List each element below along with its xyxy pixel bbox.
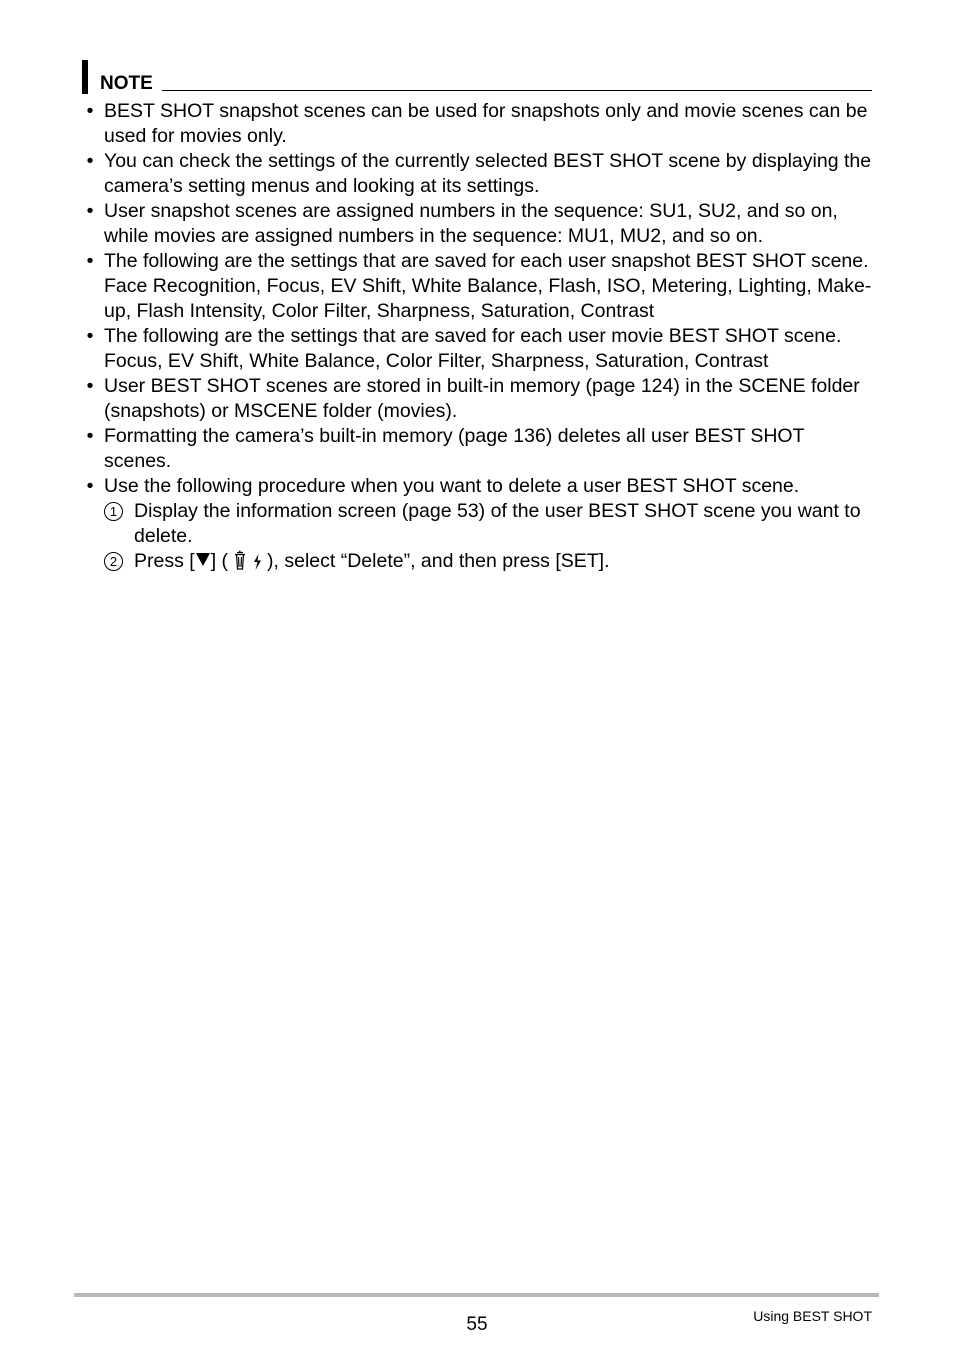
item-text: User snapshot scenes are assigned numbers in the sequence: SU1, SU2, and so on, while movies are assigned numbers in the sequence: MU1, MU2, and so on.: [104, 200, 838, 247]
list-item: [84, 474, 874, 578]
item-text: Formatting the camera’s built-in memory (page 136) deletes all user BEST SHOT scenes.: [104, 425, 805, 472]
bullet: •: [86, 475, 94, 497]
item-detail: Focus, EV Shift, White Balance, Color Filter, Sharpness, Saturation, Contrast: [104, 350, 769, 372]
icon-group: [232, 549, 263, 578]
section-title: Using BEST SHOT: [753, 1308, 872, 1324]
item-text: User BEST SHOT scenes are stored in built-in memory (page 124) in the SCENE folder (snapshots) or MSCENE folder (movies).: [104, 375, 860, 422]
item-text: BEST SHOT snapshot scenes can be used for snapshots only and movie scenes can be used for movies only.: [104, 100, 868, 147]
step-text-post: ), select “Delete”, and then press [SET].: [267, 550, 610, 572]
bullet: •: [86, 100, 94, 122]
item-text: You can check the settings of the currently selected BEST SHOT scene by displaying the camera’s setting menus and looking at its settings.: [104, 150, 872, 197]
footer-rule: [74, 1293, 879, 1297]
note-label: NOTE: [100, 73, 153, 94]
step-text-pre: Press [: [134, 550, 195, 572]
list-item: [84, 374, 874, 424]
procedure-step: [104, 549, 874, 578]
list-item: [84, 424, 874, 474]
list-item: [84, 199, 874, 249]
step-number: 2: [104, 552, 123, 571]
procedure-step: [104, 499, 874, 549]
bullet: •: [86, 150, 94, 172]
step-text: Display the information screen (page 53) of the user BEST SHOT scene you want to delete.: [134, 500, 861, 547]
item-text: The following are the settings that are saved for each user snapshot BEST SHOT scene.: [104, 250, 869, 272]
bullet: •: [86, 200, 94, 222]
item-text: The following are the settings that are saved for each user movie BEST SHOT scene.: [104, 325, 842, 347]
note-rule: [162, 90, 872, 91]
list-item: [84, 324, 874, 374]
list-item: [84, 249, 874, 324]
list-item: [84, 149, 874, 199]
item-detail: Face Recognition, Focus, EV Shift, White Balance, Flash, ISO, Metering, Lighting, Make-up, Flash Intensity, Color Filter, Sharpness, Saturation, Contrast: [104, 275, 872, 322]
down-triangle-icon: [196, 553, 210, 566]
note-header: [82, 60, 872, 94]
bullet: •: [86, 325, 94, 347]
step-text-mid: ] (: [210, 550, 229, 572]
note-marker-bar: [82, 60, 88, 94]
note-list: [84, 99, 874, 578]
trash-icon: [232, 549, 248, 571]
list-item: [84, 99, 874, 149]
bullet: •: [86, 375, 94, 397]
step-number: 1: [104, 502, 123, 521]
bullet: •: [86, 425, 94, 447]
item-text: Use the following procedure when you want to delete a user BEST SHOT scene.: [104, 475, 800, 497]
flash-icon: [252, 549, 263, 571]
bullet: •: [86, 250, 94, 272]
page-number: 55: [466, 1314, 488, 1335]
